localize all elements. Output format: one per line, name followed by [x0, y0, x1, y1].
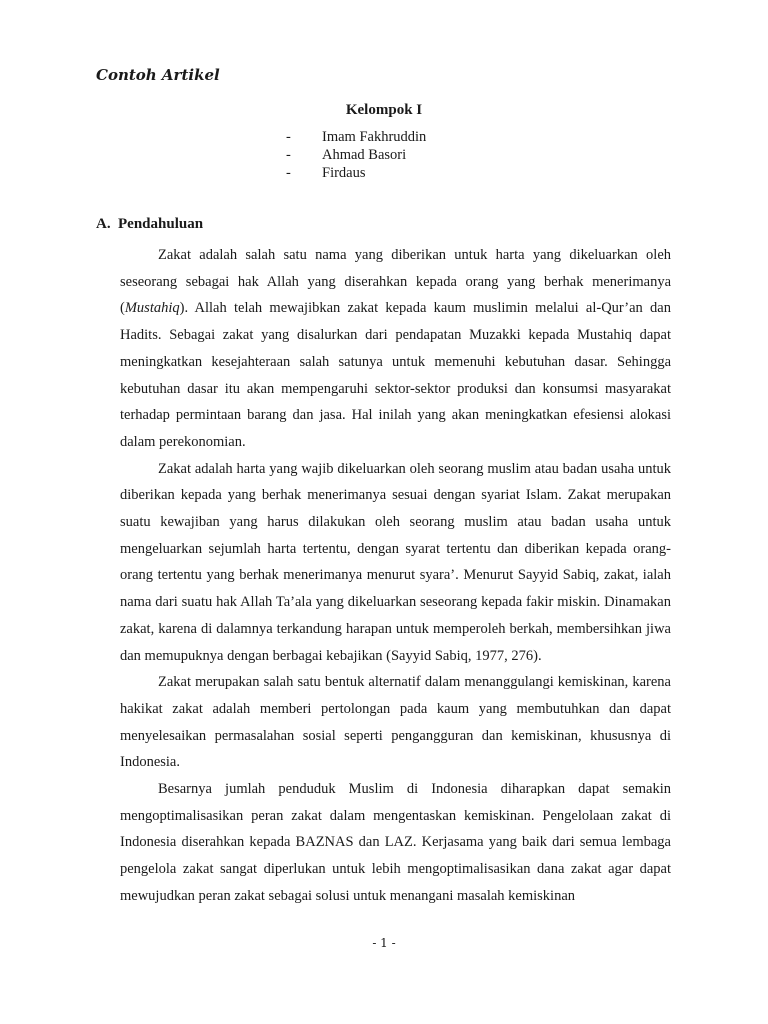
- section-title: Pendahuluan: [118, 216, 204, 232]
- list-dash: -: [286, 129, 291, 145]
- paragraph-text: ). Allah telah mewajibkan zakat kepada kaum muslimin melalui al-Qur’an dan Hadits. Sebagai zakat yang disalurkan dari pendapatan Muzakki kepada Mustahiq dapat meningkatkan kesejahteraan salah satunya untuk memenuhi kebutuhan dasar. Sehingga kebutuhan dasar itu akan mempengaruhi sektor-sektor produksi dan konsumsi masyarakat terhadap permintaan barang dan jasa. Hal inilah yang akan meningkatkan efesiensi alokasi dalam perekonomian.: [120, 300, 671, 450]
- section-number: A.: [96, 216, 111, 232]
- member-name: Imam Fakhruddin: [322, 129, 427, 145]
- italic-term: Mustahiq: [124, 300, 180, 317]
- member-name: Firdaus: [322, 165, 366, 181]
- list-dash: -: [286, 147, 291, 163]
- body-text: [120, 242, 671, 910]
- section-heading: [96, 216, 203, 233]
- page-number: - 1 -: [372, 936, 396, 950]
- member-name: Ahmad Basori: [322, 147, 407, 163]
- member-item: [286, 128, 426, 146]
- member-list: [286, 128, 426, 182]
- document-label: Contoh Artikel: [96, 66, 220, 84]
- paragraph-text: Zakat adalah salah satu nama yang diberikan untuk harta yang dikeluarkan oleh seseorang sebagai hak Allah yang diserahkan kepada orang yang berhak menerimanya (: [120, 247, 671, 317]
- paragraph: [120, 242, 671, 456]
- group-title: Kelompok I: [345, 102, 423, 118]
- member-item: [286, 164, 426, 182]
- paragraph: Besarnya jumlah penduduk Muslim di Indonesia diharapkan dapat semakin mengoptimalisasikan peran zakat dalam mengentaskan kemiskinan. Pengelolaan zakat di Indonesia diserahkan kepada BAZNAS dan LAZ. Kerjasama yang baik dari semua lembaga pengelola zakat sangat diperlukan untuk lebih mengoptimalisasikan dana zakat agar dapat mewujudkan peran zakat sebagai solusi untuk menangani masalah kemiskinan: [120, 781, 671, 904]
- paragraph: Zakat adalah harta yang wajib dikeluarkan oleh seorang muslim atau badan usaha untuk diberikan kepada yang berhak menerimanya sesuai dengan syariat Islam. Zakat merupakan suatu kewajiban yang harus dilakukan oleh seorang muslim atau badan usaha untuk mengeluarkan sejumlah harta tertentu, dengan syarat tertentu dan diberikan kepada orang-orang tertentu yang berhak menerimanya menurut syara’. Menurut Sayyid Sabiq, zakat, ialah nama dari suatu hak Allah Ta’ala yang dikeluarkan seseorang kepada fakir miskin. Dinamakan zakat, karena di dalamnya terkandung harapan untuk memperoleh berkah, membersihkan jiwa dan memupuknya dengan berbagai kebajikan (Sayyid Sabiq, 1977, 276).: [120, 460, 671, 664]
- member-item: [286, 146, 426, 164]
- list-dash: -: [286, 165, 291, 181]
- paragraph: Zakat merupakan salah satu bentuk alternatif dalam menanggulangi kemiskinan, karena hakikat zakat adalah memberi pertolongan pada kaum yang membutuhkan dan dapat menyelesaikan permasalahan sosial seperti pengangguran dan kemiskinan, khususnya di Indonesia.: [120, 674, 671, 771]
